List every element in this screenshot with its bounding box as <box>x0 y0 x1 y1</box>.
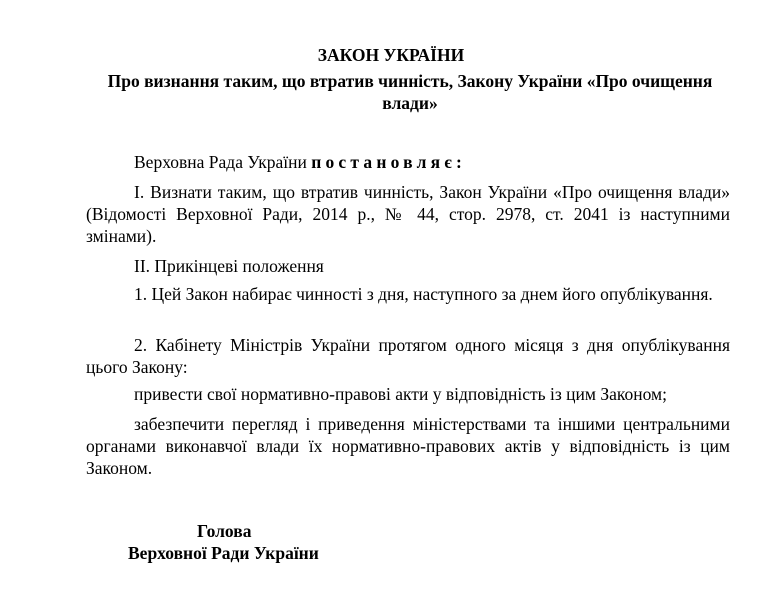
section-2-item-2-b: забезпечити перегляд і приведення міністерствами та іншими центральними органами виконавчої влади їх нормативно-правових актів у відповідність із цим Законом. <box>86 414 730 478</box>
document-title: ЗАКОН УКРАЇНИ <box>317 45 465 65</box>
document-subtitle: Про визнання таким, що втратив чинність, Закону України «Про очищення влади» <box>107 71 713 113</box>
preamble-resolves: постановляє: <box>311 152 467 172</box>
section-2-item-2-a: привести свої нормативно-правові акти у відповідність із цим Законом; <box>134 384 667 404</box>
section-1: І. Визнати таким, що втратив чинність, Закон України «Про очищення влади» (Відомості Верховної Ради, 2014 р., № 44, стор. 2978, ст. 2041 із наступними змінами). <box>86 182 730 246</box>
signature-title: Голова <box>197 521 252 541</box>
preamble <box>86 151 730 173</box>
section-2-heading: ІІ. Прикінцеві положення <box>134 256 324 276</box>
signature-organization: Верховної Ради України <box>128 543 319 563</box>
section-2-item-1: 1. Цей Закон набирає чинності з дня, наступного за днем його опублікування. <box>134 284 713 304</box>
section-2-item-2: 2. Кабінету Міністрів України протягом одного місяця з дня опублікування цього Закону: <box>86 335 730 377</box>
preamble-text: Верховна Рада України <box>134 152 312 172</box>
